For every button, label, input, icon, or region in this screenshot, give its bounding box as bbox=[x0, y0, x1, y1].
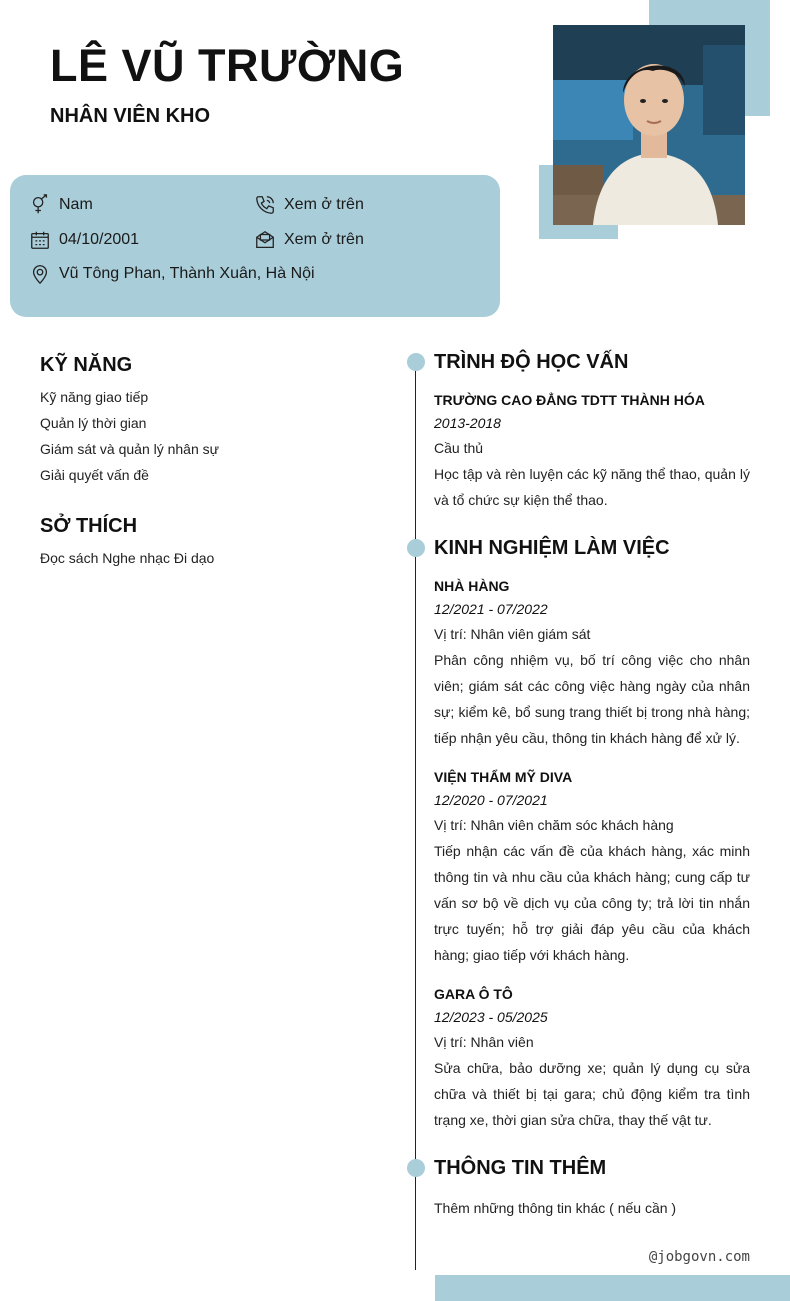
additional-heading: THÔNG TIN THÊM bbox=[434, 1157, 607, 1179]
education-heading: TRÌNH ĐỘ HỌC VẤN bbox=[434, 351, 629, 373]
timeline-dot bbox=[407, 539, 425, 557]
job-period: 12/2020 - 07/2021 bbox=[434, 792, 548, 808]
candidate-name: LÊ VŨ TRƯỜNG bbox=[50, 40, 405, 91]
profile-photo-illustration bbox=[553, 25, 745, 225]
education-description: Học tập và rèn luyện các kỹ năng thể thao, quản lý và tổ chức sự kiện thể thao. bbox=[434, 466, 750, 508]
calendar-icon bbox=[29, 229, 51, 251]
address-value: Vũ Tông Phan, Thành Xuân, Hà Nội bbox=[59, 265, 315, 282]
skill-item: Quản lý thời gian bbox=[40, 415, 147, 431]
job-description: Phân công nhiệm vụ, bố trí công việc cho nhân viên; giám sát các công việc hàng ngày của nhân sự; kiểm kê, bổ sung trang thiết bị trong nhà hàng; tiếp nhận yêu cầu, thông tin khách hàng để xử lý. bbox=[434, 652, 750, 746]
contact-gender bbox=[29, 194, 93, 216]
job-company: VIỆN THẨM MỸ DIVA bbox=[434, 769, 573, 785]
job-position: Vị trí: Nhân viên chăm sóc khách hàng bbox=[434, 817, 674, 833]
job-period: 12/2023 - 05/2025 bbox=[434, 1009, 548, 1025]
education-period: 2013-2018 bbox=[434, 415, 501, 431]
footer-accent-bar bbox=[435, 1275, 790, 1301]
phone-value: Xem ở trên bbox=[284, 196, 364, 213]
job-company: GARA Ô TÔ bbox=[434, 986, 513, 1002]
location-pin-icon bbox=[29, 263, 51, 285]
timeline-dot bbox=[407, 353, 425, 371]
gender-value: Nam bbox=[59, 196, 93, 213]
contact-phone bbox=[254, 194, 364, 216]
job-position: Vị trí: Nhân viên giám sát bbox=[434, 626, 591, 642]
skill-item: Giám sát và quản lý nhân sự bbox=[40, 441, 220, 457]
job-title: NHÂN VIÊN KHO bbox=[50, 105, 211, 127]
job-period: 12/2021 - 07/2022 bbox=[434, 601, 548, 617]
contact-email bbox=[254, 229, 364, 251]
watermark: @jobgovn.com bbox=[648, 1249, 750, 1265]
birthday-value: 04/10/2001 bbox=[59, 231, 140, 248]
contact-address bbox=[29, 263, 315, 285]
mail-icon bbox=[254, 229, 276, 251]
hobbies-text: Đọc sách Nghe nhạc Đi dạo bbox=[40, 550, 215, 566]
email-value: Xem ở trên bbox=[284, 231, 364, 248]
timeline-line bbox=[415, 360, 416, 1270]
timeline-dot bbox=[407, 1159, 425, 1177]
education-major: Cầu thủ bbox=[434, 440, 484, 456]
school-name: TRƯỜNG CAO ĐẲNG TDTT THÀNH HÓA bbox=[434, 392, 705, 408]
job-position: Vị trí: Nhân viên bbox=[434, 1034, 534, 1050]
skills-heading: KỸ NĂNG bbox=[40, 354, 133, 376]
job-company: NHÀ HÀNG bbox=[434, 578, 510, 594]
experience-heading: KINH NGHIỆM LÀM VIỆC bbox=[434, 537, 670, 559]
hobbies-heading: SỞ THÍCH bbox=[40, 515, 138, 537]
contact-birthday bbox=[29, 229, 139, 251]
job-description: Tiếp nhận các vấn đề của khách hàng, xác minh thông tin và nhu cầu của khách hàng; cung cấp tư vấn sơ bộ về dịch vụ của công ty; trả lời tin nhắn trực tuyến; hỗ trợ giải đáp yêu cầu của khách hàng; giao tiếp với khách hàng. bbox=[434, 843, 750, 963]
job-description: Sửa chữa, bảo dưỡng xe; quản lý dụng cụ sửa chữa và thiết bị tại gara; chủ động kiểm tra tình trạng xe, thời gian sửa chữa, thay thế vật tư. bbox=[434, 1060, 750, 1128]
gender-icon bbox=[29, 194, 51, 216]
phone-icon bbox=[254, 194, 276, 216]
additional-text: Thêm những thông tin khác ( nếu cần ) bbox=[434, 1200, 677, 1216]
skill-item: Giải quyết vấn đề bbox=[40, 467, 149, 483]
skill-item: Kỹ năng giao tiếp bbox=[40, 389, 149, 405]
profile-photo bbox=[553, 25, 745, 225]
